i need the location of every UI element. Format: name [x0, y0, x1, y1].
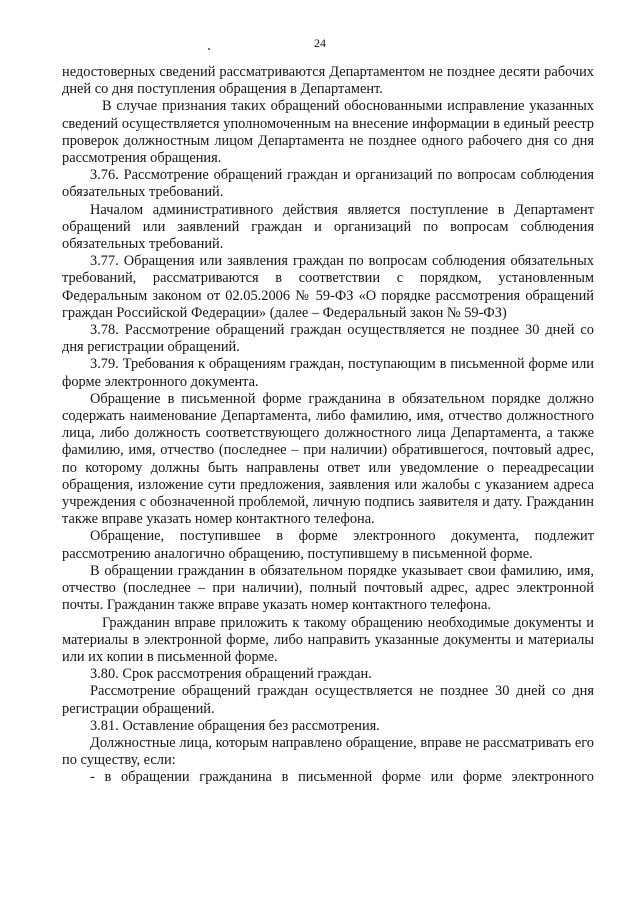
scan-speck: [208, 48, 210, 50]
list-item: - в обращении гражданина в письменной форме или форме электронного: [90, 769, 594, 786]
paragraph: Началом административного действия является поступление в Департамент обращений или заявлений граждан и организаций по вопросам соблюдения обязательных требований.: [62, 201, 594, 253]
paragraph: В случае признания таких обращений обоснованными исправление указанных сведений осуществляется уполномоченным на внесение информации в единый реестр проверок должностным лицом Департамента не позднее одного рабочего дня со дня рассмотрения обращения.: [62, 98, 594, 167]
paragraph: 3.77. Обращения или заявления граждан по вопросам соблюдения обязательных требований, рассматриваются в соответствии с порядком, установленным Федеральным законом от 02.05.2006 № 59-ФЗ «О порядке рассмотрения обращений граждан Российской Федерации» (далее – Федеральный закон № 59-ФЗ): [62, 253, 594, 321]
page-number: 24: [314, 36, 326, 50]
document-body: [62, 64, 594, 787]
paragraph: Рассмотрение обращений граждан осуществляется не позднее 30 дней со дня регистрации обращений.: [62, 683, 594, 717]
paragraph: Должностные лица, которым направлено обращение, вправе не рассматривать его по существу, если:: [62, 734, 594, 769]
section-heading: 3.80. Срок рассмотрения обращений граждан.: [90, 666, 372, 683]
paragraph: Обращение в письменной форме гражданина в обязательном порядке должно содержать наименование Департамента, либо фамилию, имя, отчество должностного лица, либо должность соответствующего должностного лица Департамента, а также фамилию, имя, отчество (последнее – при наличии) обратившегося, почтовый адрес, по которому должны быть направлены ответ или уведомление о переадресации обращения, изложение сути предложения, заявления или жалобы с указанием адреса учреждения с обозначенной проблемой, личную подпись заявителя и дату. Гражданин также вправе указать номер контактного телефона.: [62, 390, 594, 528]
paragraph: Обращение, поступившее в форме электронного документа, подлежит рассмотрению аналогично обращению, поступившему в письменной форме.: [62, 528, 594, 562]
paragraph: 3.78. Рассмотрение обращений граждан осуществляется не позднее 30 дней со дня регистрации обращений.: [62, 322, 594, 356]
section-heading: 3.81. Оставление обращения без рассмотрения.: [90, 717, 380, 734]
section-heading: 3.79. Требования к обращениям граждан, поступающим в письменной форме или форме электронного документа.: [62, 356, 594, 390]
section-heading: 3.76. Рассмотрение обращений граждан и организаций по вопросам соблюдения обязательных требований.: [62, 167, 594, 201]
paragraph: недостоверных сведений рассматриваются Департаментом не позднее десяти рабочих дней со дня поступления обращения в Департамент.: [62, 64, 594, 98]
paragraph: В обращении гражданин в обязательном порядке указывает свои фамилию, имя, отчество (последнее – при наличии), полный почтовый адрес, адрес электронной почты. Гражданин также вправе указать номер контактного телефона.: [62, 562, 594, 614]
paragraph: Гражданин вправе приложить к такому обращению необходимые документы и материалы в электронной форме, либо направить указанные документы и материалы или их копии в письменной форме.: [62, 614, 594, 665]
